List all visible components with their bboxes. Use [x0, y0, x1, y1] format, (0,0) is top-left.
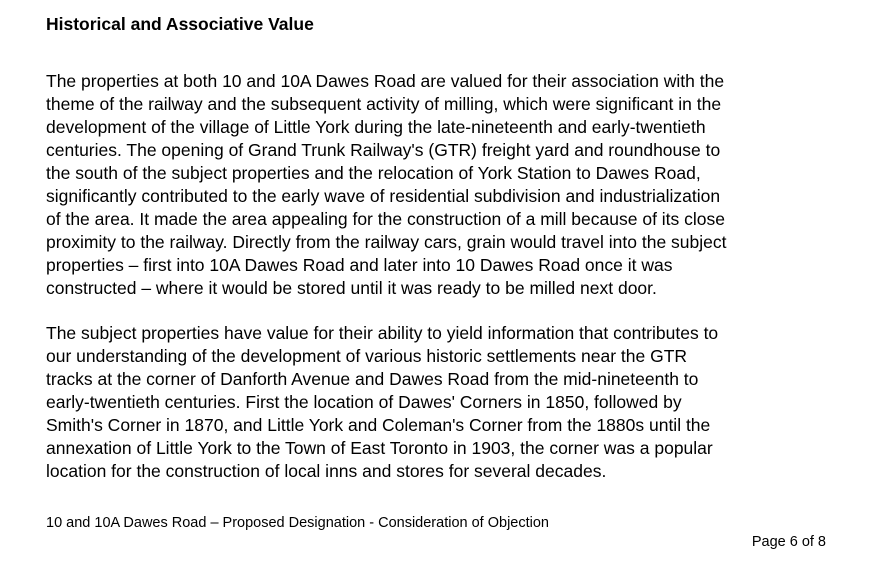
paragraph-line: significantly contributed to the early wave of residential subdivision and industrialization — [46, 186, 721, 206]
paragraph-line: constructed – where it would be stored until it was ready to be milled next door. — [46, 278, 657, 298]
paragraph-line: proximity to the railway. Directly from the railway cars, grain would travel into the subject — [46, 232, 727, 252]
paragraph-line: our understanding of the development of various historic settlements near the GTR — [46, 346, 688, 366]
paragraph-historical-association — [46, 70, 846, 300]
paragraph-line: The subject properties have value for their ability to yield information that contributes to — [46, 323, 719, 343]
paragraph-settlement-information — [46, 322, 846, 483]
page-number: Page 6 of 8 — [751, 534, 826, 550]
paragraph-line: the south of the subject properties and the relocation of York Station to Dawes Road, — [46, 163, 701, 183]
paragraph-line: centuries. The opening of Grand Trunk Railway's (GTR) freight yard and roundhouse to — [46, 140, 721, 160]
section-heading: Historical and Associative Value — [46, 14, 314, 34]
page-footer: 10 and 10A Dawes Road – Proposed Designation - Consideration of Objection — [46, 515, 549, 531]
paragraph-line: early-twentieth centuries. First the location of Dawes' Corners in 1850, followed by — [46, 392, 682, 412]
paragraph-line: of the area. It made the area appealing for the construction of a mill because of its close — [46, 209, 726, 229]
paragraph-line: properties – first into 10A Dawes Road and later into 10 Dawes Road once it was — [46, 255, 673, 275]
paragraph-line: annexation of Little York to the Town of East Toronto in 1903, the corner was a popular — [46, 438, 713, 458]
paragraph-line: location for the construction of local inns and stores for several decades. — [46, 461, 607, 481]
paragraph-line: theme of the railway and the subsequent activity of milling, which were significant in the — [46, 94, 722, 114]
paragraph-line: tracks at the corner of Danforth Avenue and Dawes Road from the mid-nineteenth to — [46, 369, 699, 389]
paragraph-line: development of the village of Little York during the late-nineteenth and early-twentieth — [46, 117, 706, 137]
paragraph-line: Smith's Corner in 1870, and Little York and Coleman's Corner from the 1880s until the — [46, 415, 711, 435]
paragraph-line: The properties at both 10 and 10A Dawes Road are valued for their association with the — [46, 71, 725, 91]
